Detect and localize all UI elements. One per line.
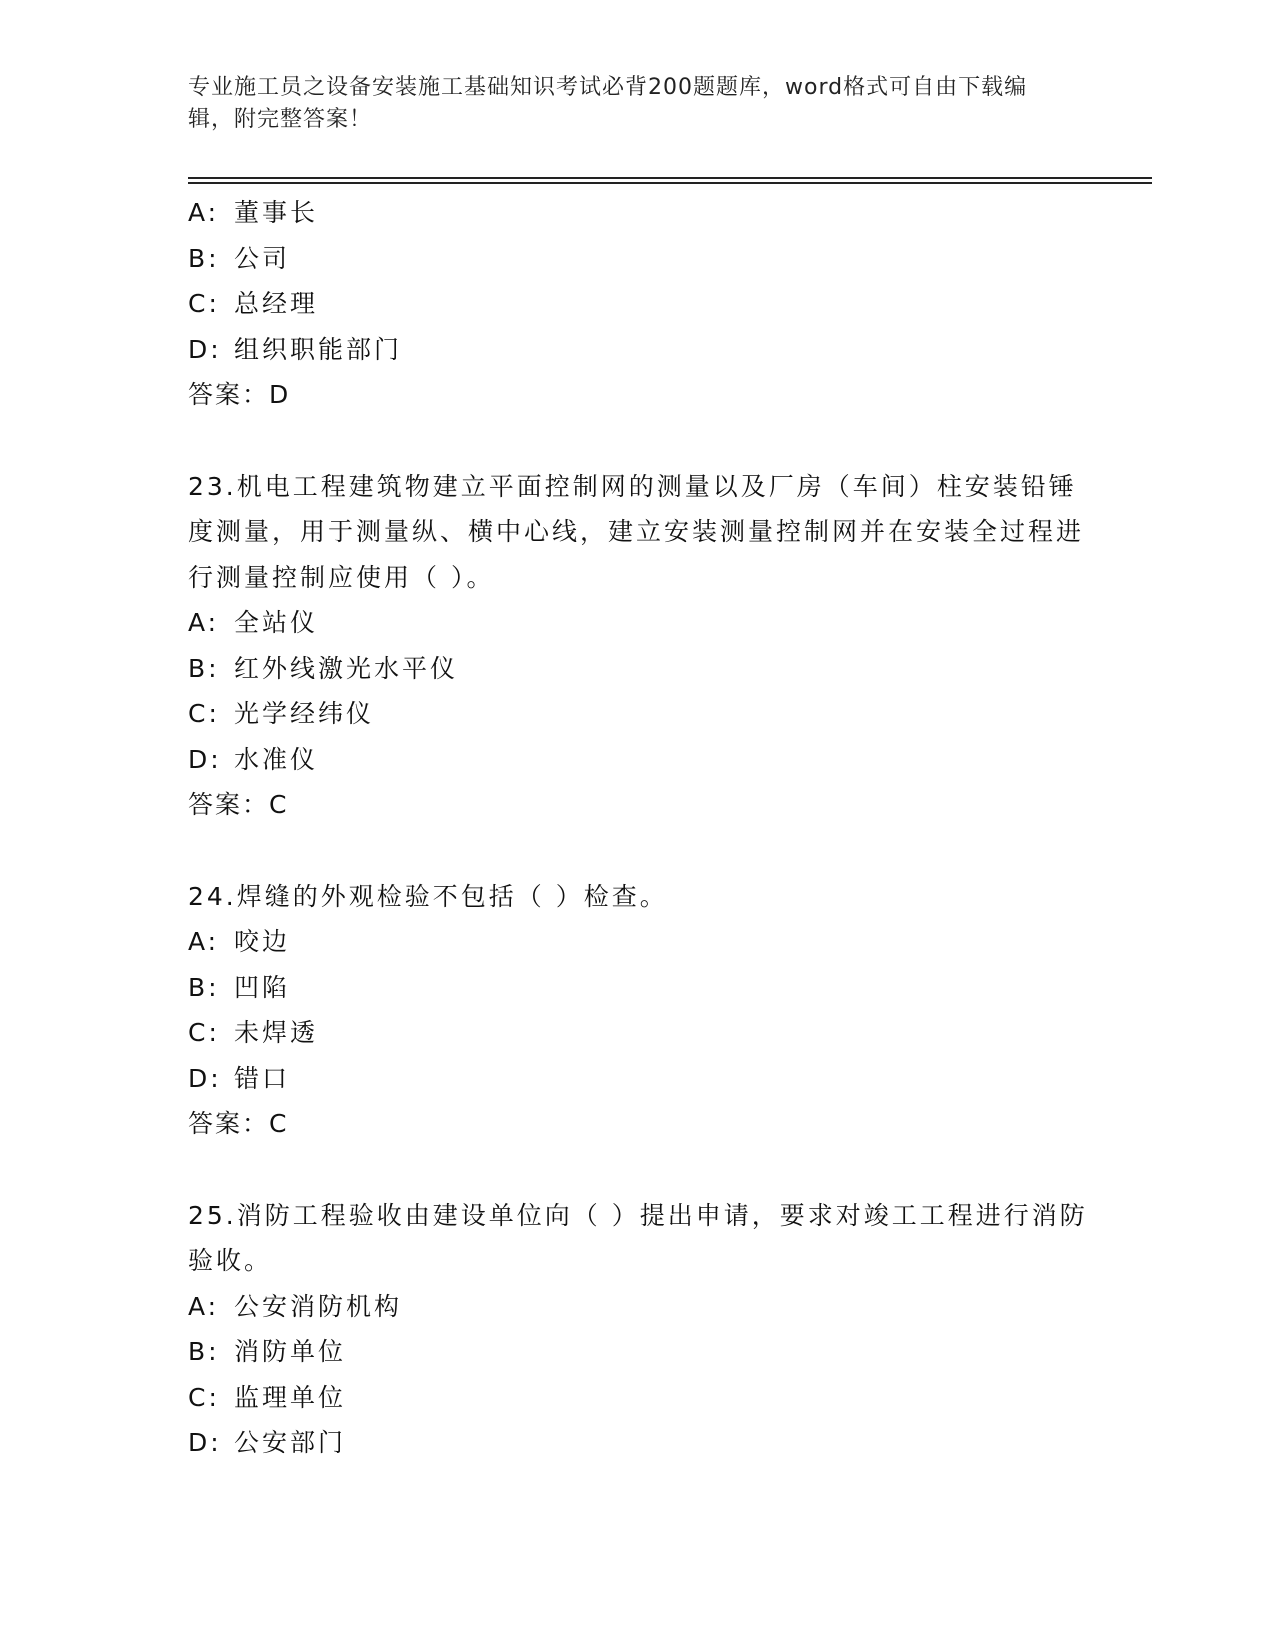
answer-key: 答案：C <box>188 790 289 819</box>
answer-option <box>188 190 1088 236</box>
answer-option <box>188 236 1088 282</box>
question-stem: 25.消防工程验收由建设单位向（ ）提出申请，要求对竣工工程进行消防验收。 <box>188 1200 1088 1275</box>
option-text: 凹陷 <box>234 972 291 1002</box>
option-text: 未焊透 <box>234 1018 319 1047</box>
option-text: 全站仪 <box>234 608 319 637</box>
answer-option <box>188 646 1088 692</box>
option-letter: D: <box>188 1063 222 1093</box>
option-text: 水准仪 <box>234 744 319 774</box>
question-stem: 23.机电工程建筑物建立平面控制网的测量以及厂房（车间）柱安装铅锤度测量，用于测量纵、横中心线，建立安装测量控制网并在安装全过程进行测量控制应使用（ ）。 <box>188 471 1085 592</box>
answer-option <box>188 1329 1088 1375</box>
option-text: 公安部门 <box>234 1428 347 1457</box>
question-list <box>188 190 1088 1466</box>
answer-option <box>188 737 1088 783</box>
answer-option <box>188 281 1088 327</box>
answer-key: 答案：C <box>188 1109 289 1138</box>
option-text: 公安消防机构 <box>234 1291 403 1321</box>
option-letter: D: <box>188 1428 222 1457</box>
option-letter: B: <box>188 653 220 683</box>
answer-option <box>188 965 1088 1011</box>
option-letter: B: <box>188 243 220 273</box>
answer-option <box>188 1375 1088 1421</box>
option-letter: A: <box>188 198 220 227</box>
answer-option <box>188 1010 1088 1056</box>
option-text: 总经理 <box>234 289 319 318</box>
option-letter: D: <box>188 744 222 774</box>
option-letter: A: <box>188 927 220 956</box>
answer-option <box>188 327 1088 373</box>
option-letter: B: <box>188 972 220 1002</box>
answer-option <box>188 600 1088 646</box>
option-letter: D: <box>188 334 222 364</box>
question-block <box>188 190 1088 418</box>
option-text: 组织职能部门 <box>234 334 403 364</box>
option-letter: A: <box>188 608 220 637</box>
option-letter: C: <box>188 699 220 728</box>
option-letter: C: <box>188 1018 220 1047</box>
option-text: 董事长 <box>234 198 319 227</box>
question-stem: 24.焊缝的外观检验不包括（ ）检查。 <box>188 881 668 911</box>
answer-option <box>188 919 1088 965</box>
option-text: 红外线激光水平仪 <box>234 653 459 683</box>
option-letter: A: <box>188 1291 220 1321</box>
header-rule-bottom <box>188 182 1152 184</box>
option-letter: B: <box>188 1337 220 1366</box>
option-text: 公司 <box>234 243 291 273</box>
option-text: 消防单位 <box>234 1337 347 1366</box>
answer-key: 答案：D <box>188 380 291 409</box>
option-text: 光学经纬仪 <box>234 699 375 728</box>
answer-option <box>188 691 1088 737</box>
document-header-title: 专业施工员之设备安装施工基础知识考试必背200题题库，word格式可自由下载编辑，附完整答案！ <box>188 75 1028 132</box>
option-text: 监理单位 <box>234 1382 347 1412</box>
option-letter: C: <box>188 1382 220 1412</box>
answer-option <box>188 1420 1088 1466</box>
option-text: 咬边 <box>234 927 291 956</box>
answer-option <box>188 1056 1088 1102</box>
header-rule-top <box>188 177 1152 179</box>
answer-option <box>188 1284 1088 1330</box>
option-letter: C: <box>188 289 220 318</box>
question-block <box>188 464 1088 828</box>
option-text: 错口 <box>234 1063 291 1093</box>
question-block <box>188 874 1088 1147</box>
question-block <box>188 1193 1088 1466</box>
